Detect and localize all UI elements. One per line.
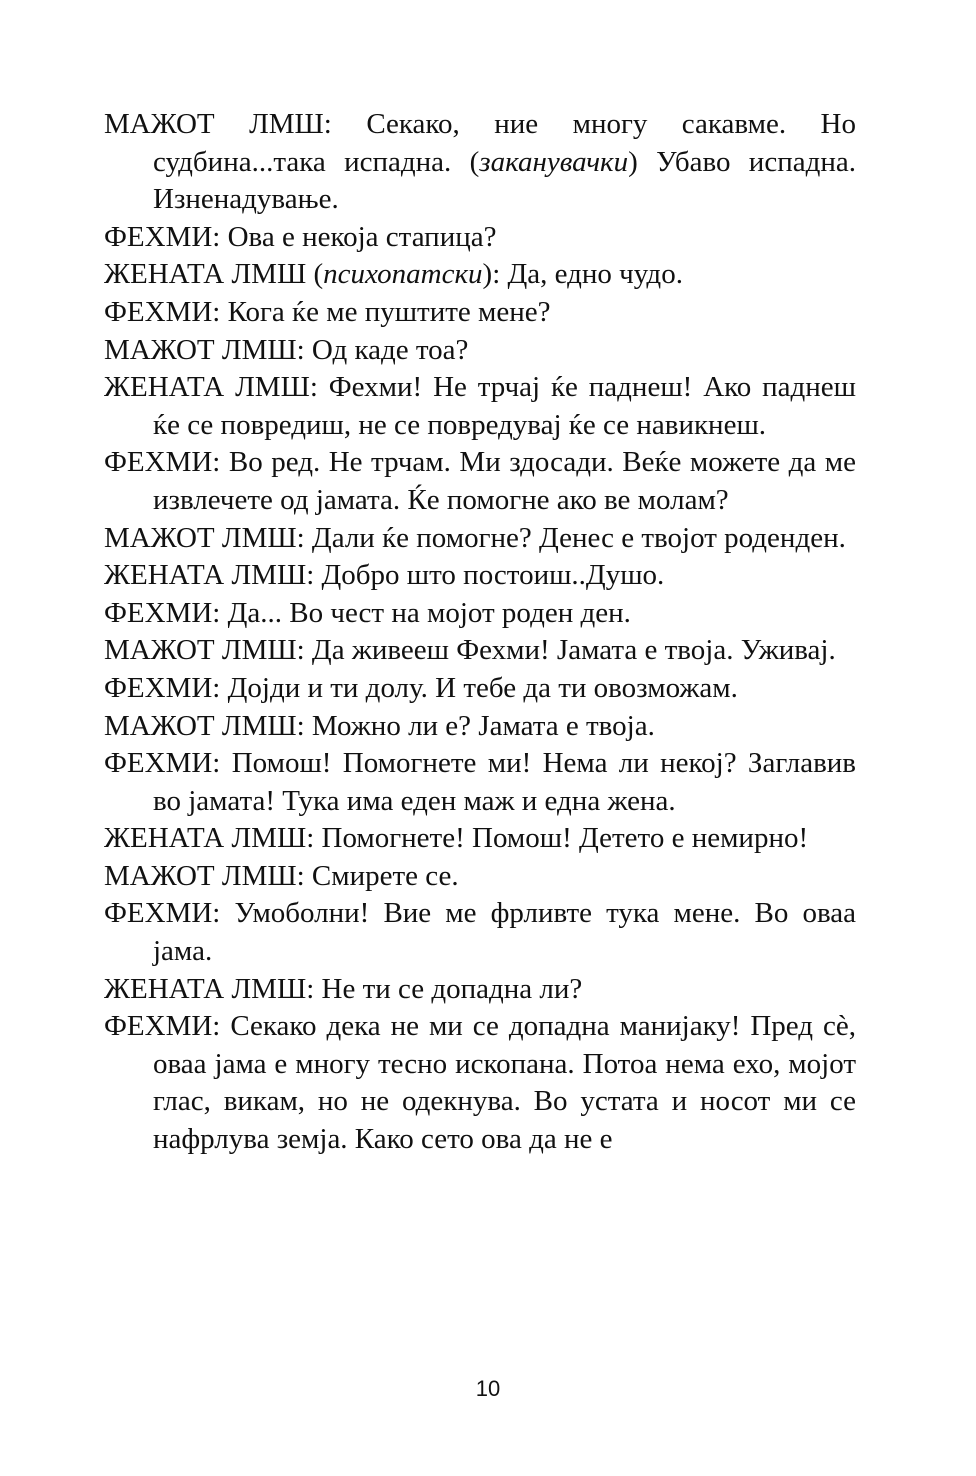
speaker-name: ЖЕНАТА ЛМШ:: [104, 371, 318, 404]
line-text: Да... Во чест на мојот роден ден.: [220, 596, 631, 629]
dialogue-line: [104, 745, 856, 820]
dialogue-line: [104, 256, 856, 294]
page-number: 10: [475, 1376, 501, 1401]
speaker-name: МАЖОТ ЛМШ:: [104, 333, 305, 366]
speaker-name: ФЕХМИ:: [104, 295, 221, 328]
speaker-name: ФЕХМИ:: [104, 747, 221, 780]
speaker-name: ЖЕНАТА ЛМШ:: [104, 972, 315, 1005]
dialogue-line: [104, 820, 856, 858]
dialogue-text: [104, 106, 856, 1159]
speaker-name: ЖЕНАТА ЛМШ:: [104, 559, 315, 592]
speaker-name: МАЖОТ ЛМШ:: [104, 521, 305, 554]
line-text: Да живееш Фехми! Јамата е твоја. Уживај.: [304, 634, 836, 667]
line-text: Секако дека не ми се допадна манијаку! Пред сè, оваа јама е многу тесно ископана. Потоа нема ехо, мојот глас, викам, но не одекнува. Во устата и носот ми се нафрлува земја. Како сето ова да не е: [153, 1010, 856, 1156]
speaker-name: ФЕХМИ:: [104, 671, 221, 704]
dialogue-line: [104, 557, 856, 595]
dialogue-line: [104, 895, 856, 970]
dialogue-line: [104, 444, 856, 519]
dialogue-line: [104, 106, 856, 219]
line-text: ): Да, едно чудо.: [482, 258, 683, 291]
line-text: Можно ли е? Јамата е твоја.: [304, 709, 655, 742]
line-text: Не ти се допадна ли?: [314, 972, 583, 1005]
dialogue-line: [104, 332, 856, 370]
line-text: Смирете се.: [304, 859, 459, 892]
dialogue-line: [104, 294, 856, 332]
line-text: Фехми! Не трчај ќе паднеш! Ако паднеш ќе се повредиш, не се повредувај ќе се навикнеш.: [153, 371, 856, 441]
speaker-name: ФЕХМИ:: [104, 596, 221, 629]
line-text: ) Убаво испадна. Изненадување.: [153, 145, 856, 216]
line-text: Од каде тоа?: [304, 333, 469, 366]
line-text: Помогнете! Помош! Детето е немирно!: [314, 822, 809, 855]
speaker-name: МАЖОТ ЛМШ:: [104, 709, 305, 742]
speaker-name: ЖЕНАТА ЛМШ:: [104, 822, 315, 855]
dialogue-line: [104, 1008, 856, 1158]
dialogue-line: [104, 858, 856, 896]
line-text: Дали ќе помогне? Денес е твојот роденден.: [304, 521, 846, 554]
dialogue-line: [104, 520, 856, 558]
line-text: (: [306, 258, 324, 291]
speaker-name: ЖЕНАТА ЛМШ: [104, 258, 307, 291]
speaker-name: МАЖОТ ЛМШ:: [104, 108, 332, 140]
stage-direction: психопатски: [323, 258, 483, 291]
line-text: Добро што постоиш..Душо.: [314, 559, 665, 592]
dialogue-line: [104, 369, 856, 444]
speaker-name: ФЕХМИ:: [104, 897, 221, 930]
speaker-name: ФЕХМИ:: [104, 220, 221, 253]
speaker-name: ФЕХМИ:: [104, 446, 221, 479]
line-text: Ова е некоја стапица?: [220, 220, 497, 253]
line-text: Секако, ние многу сакавме. Но судбина...така испадна. (: [153, 108, 856, 178]
dialogue-line: [104, 595, 856, 633]
dialogue-line: [104, 219, 856, 257]
line-text: Во ред. Не трчам. Ми здосади. Веќе можете да ме извлечете од јамата. Ќе помогне ако ве молам?: [153, 446, 856, 516]
line-text: Помош! Помогнете ми! Нема ли некој? Заглавив во јамата! Тука има еден маж и една жена.: [153, 747, 856, 817]
speaker-name: МАЖОТ ЛМШ:: [104, 634, 305, 667]
dialogue-line: [104, 632, 856, 670]
stage-direction: заканувачки: [479, 145, 629, 178]
line-text: Кога ќе ме пуштите мене?: [220, 295, 551, 328]
dialogue-line: [104, 670, 856, 708]
dialogue-line: [104, 971, 856, 1009]
line-text: Дојди и ти долу. И тебе да ти овозможам.: [220, 671, 738, 704]
line-text: Умоболни! Вие ме фрливте тука мене. Во оваа јама.: [153, 897, 856, 968]
speaker-name: МАЖОТ ЛМШ:: [104, 859, 305, 892]
speaker-name: ФЕХМИ:: [104, 1010, 221, 1043]
dialogue-line: [104, 708, 856, 746]
